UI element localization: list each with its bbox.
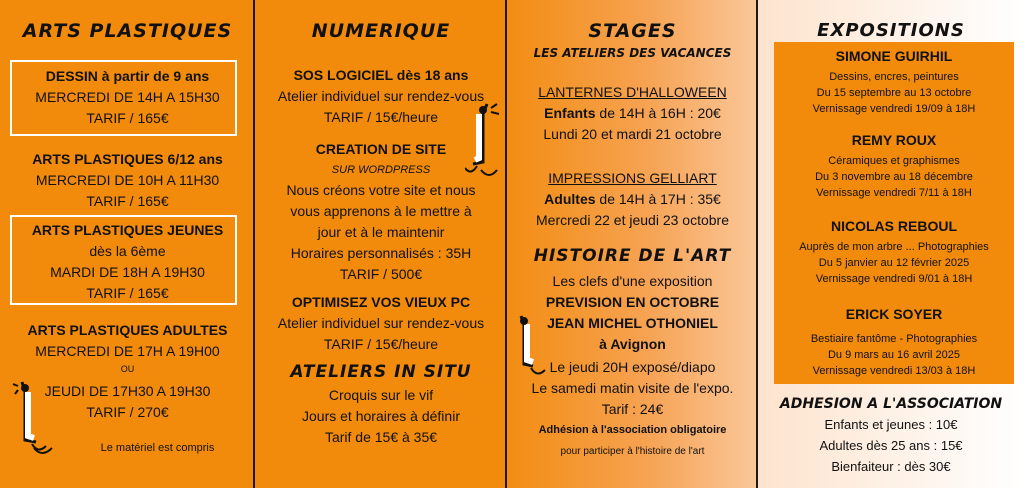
expo-3-line-1: Auprès de mon arbre ... Photographies bbox=[799, 241, 989, 253]
arts-title: ARTS PLASTIQUES bbox=[22, 20, 233, 42]
expo-3-line-2: Du 5 janvier au 12 février 2025 bbox=[818, 257, 970, 269]
mascot-figure-icon bbox=[513, 312, 553, 382]
expo-1-line-3: Vernissage vendredi 19/09 à 18H bbox=[812, 103, 976, 115]
sos-title: SOS LOGICIEL dès 18 ans bbox=[293, 67, 469, 83]
adultes-or: OU bbox=[120, 364, 135, 374]
expo-1-line-2: Du 15 septembre au 13 octobre bbox=[816, 87, 972, 99]
site-line-2: vous apprenons à le mettre à bbox=[290, 203, 472, 219]
site-title: CREATION DE SITE bbox=[315, 141, 447, 157]
numerique-column bbox=[255, 0, 507, 488]
insitu-line-3: Tarif de 15€ à 35€ bbox=[324, 429, 438, 445]
jeunes-level: dès la 6ème bbox=[89, 243, 166, 259]
adhesion-line-2: Adultes dès 25 ans : 15€ bbox=[819, 438, 963, 453]
adultes-price: TARIF / 270€ bbox=[86, 404, 169, 420]
histoire-line-5: Le jeudi 20H exposé/diapo bbox=[549, 359, 716, 375]
expo-2-line-1: Céramiques et graphismes bbox=[828, 155, 960, 167]
expo-1-name: SIMONE GUIRHIL bbox=[835, 48, 953, 64]
histoire-price: Tarif : 24€ bbox=[601, 401, 664, 417]
jeunes-price: TARIF / 165€ bbox=[86, 285, 169, 301]
insitu-line-2: Jours et horaires à définir bbox=[302, 408, 460, 424]
histoire-line-6: Le samedi matin visite de l'expo. bbox=[531, 380, 734, 396]
expo-1-line-1: Dessins, encres, peintures bbox=[829, 71, 959, 83]
lanternes-who: Enfants bbox=[544, 105, 596, 121]
dessin-schedule: MERCREDI DE 14H A 15H30 bbox=[35, 89, 220, 105]
adhesion-line-3: Bienfaiteur : dès 30€ bbox=[831, 459, 951, 474]
lanternes-dates: Lundi 20 et mardi 21 octobre bbox=[543, 126, 722, 142]
expo-3-line-3: Vernissage vendredi 9/01 à 18H bbox=[815, 273, 973, 285]
mascot-figure-icon bbox=[465, 100, 505, 180]
histoire-line-9: pour participer à l'histoire de l'art bbox=[560, 446, 705, 457]
expo-3-name: NICOLAS REBOUL bbox=[831, 218, 957, 234]
stages-subtitle: LES ATELIERS DES VACANCES bbox=[533, 46, 732, 60]
pc-desc: Atelier individuel sur rendez-vous bbox=[277, 315, 485, 331]
stages-title: STAGES bbox=[588, 20, 677, 42]
histoire-title: HISTOIRE DE L'ART bbox=[533, 246, 732, 266]
adultes-title: ARTS PLASTIQUES ADULTES bbox=[27, 322, 228, 338]
expositions-panel bbox=[774, 42, 1014, 384]
pc-price: TARIF / 15€/heure bbox=[323, 336, 439, 352]
adhesion-title: ADHESION A L'ASSOCIATION bbox=[779, 396, 1003, 412]
site-line-1: Nous créons votre site et nous bbox=[286, 182, 476, 198]
enfants-title: ARTS PLASTIQUES 6/12 ans bbox=[32, 151, 223, 167]
expo-2-line-2: Du 3 novembre au 18 décembre bbox=[815, 171, 973, 183]
expo-4-line-2: Du 9 mars au 16 avril 2025 bbox=[827, 349, 961, 361]
impressions-line-1 bbox=[507, 189, 758, 210]
jeunes-title: ARTS PLASTIQUES JEUNES bbox=[31, 222, 224, 238]
sos-desc: Atelier individuel sur rendez-vous bbox=[277, 88, 485, 104]
insitu-line-1: Croquis sur le vif bbox=[328, 387, 434, 403]
insitu-title: ATELIERS IN SITU bbox=[290, 362, 472, 382]
enfants-schedule: MERCREDI DE 10H A 11H30 bbox=[35, 172, 220, 188]
histoire-line-3: JEAN MICHEL OTHONIEL bbox=[547, 315, 718, 331]
pc-title: OPTIMISEZ VOS VIEUX PC bbox=[291, 294, 471, 310]
expo-4-line-3: Vernissage vendredi 13/03 à 18H bbox=[812, 365, 976, 377]
site-hours: Horaires personnalisés : 35H bbox=[290, 245, 472, 261]
histoire-line-2: PREVISION EN OCTOBRE bbox=[545, 294, 720, 310]
arts-column bbox=[0, 0, 255, 488]
site-subtitle: SUR WORDPRESS bbox=[331, 164, 431, 176]
sos-price: TARIF / 15€/heure bbox=[323, 109, 439, 125]
impressions-title: IMPRESSIONS GELLIART bbox=[548, 170, 717, 186]
expo-2-line-3: Vernissage vendredi 7/11 à 18H bbox=[816, 187, 972, 199]
enfants-price: TARIF / 165€ bbox=[86, 193, 169, 209]
lanternes-time: de 14H à 16H : 20€ bbox=[595, 105, 721, 121]
expo-4-name: ERICK SOYER bbox=[845, 306, 943, 322]
histoire-line-8: Adhésion à l'association obligatoire bbox=[538, 424, 727, 436]
stages-column bbox=[507, 0, 758, 488]
lanternes-line-1 bbox=[507, 103, 758, 124]
adhesion-line-1: Enfants et jeunes : 10€ bbox=[824, 417, 958, 432]
lanternes-title: LANTERNES D'HALLOWEEN bbox=[538, 84, 727, 100]
histoire-line-4: à Avignon bbox=[599, 336, 666, 352]
adultes-schedule-1: MERCREDI DE 17H A 19H00 bbox=[35, 343, 220, 359]
expo-2-name: REMY ROUX bbox=[851, 132, 937, 148]
material-note: Le matériel est compris bbox=[100, 442, 215, 454]
site-price: TARIF / 500€ bbox=[339, 266, 423, 282]
jeunes-schedule: MARDI DE 18H A 19H30 bbox=[50, 264, 205, 280]
impressions-dates: Mercredi 22 et jeudi 23 octobre bbox=[536, 212, 729, 228]
site-line-3: jour et à le maintenir bbox=[317, 224, 445, 240]
adultes-schedule-2: JEUDI DE 17H30 A 19H30 bbox=[44, 383, 211, 399]
expositions-title: EXPOSITIONS bbox=[817, 20, 965, 41]
impressions-who: Adultes bbox=[544, 191, 596, 207]
expositions-column bbox=[758, 0, 1024, 488]
impressions-time: de 14H à 17H : 35€ bbox=[595, 191, 721, 207]
histoire-line-1: Les clefs d'une exposition bbox=[552, 273, 713, 289]
dessin-title: DESSIN à partir de 9 ans bbox=[45, 68, 210, 84]
dessin-price: TARIF / 165€ bbox=[86, 110, 169, 126]
numerique-title: NUMERIQUE bbox=[311, 20, 451, 42]
expo-4-line-1: Bestiaire fantôme - Photographies bbox=[810, 333, 978, 345]
mascot-figure-icon bbox=[12, 378, 58, 458]
